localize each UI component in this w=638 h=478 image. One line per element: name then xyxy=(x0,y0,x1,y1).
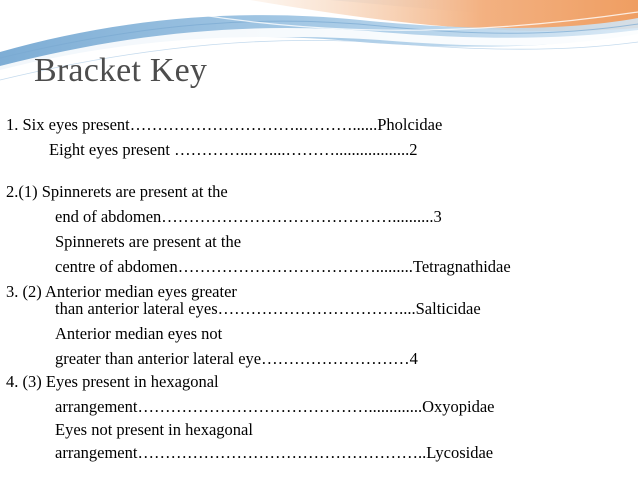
key-line-2: Eight eyes present …………...…....………..................2 xyxy=(49,140,418,159)
key-line-3: 2.(1) Spinnerets are present at the xyxy=(6,182,228,201)
key-line-9: Anterior median eyes not xyxy=(55,324,223,343)
key-line-13: Eyes not present in hexagonal xyxy=(55,420,253,439)
key-line-8: than anterior lateral eyes……………………………....Salticidae xyxy=(55,299,481,318)
key-line-4: end of abdomen……………………………………..........3 xyxy=(55,207,442,226)
key-line-12: arrangement…………………………………….............Oxyopidae xyxy=(55,397,495,416)
key-line-10: greater than anterior lateral eye………………………4 xyxy=(55,349,418,368)
key-line-11: 4. (3) Eyes present in hexagonal xyxy=(6,372,219,391)
key-line-6: centre of abdomen……………………………….........Tetragnathidae xyxy=(55,257,511,276)
key-line-1: 1. Six eyes present…………………………..………......Pholcidae xyxy=(6,115,443,134)
key-line-14: arrangement……………………………………………..Lycosidae xyxy=(55,443,494,462)
slide-title: Bracket Key xyxy=(34,52,208,89)
key-line-7: 3. (2) Anterior median eyes greater xyxy=(6,282,237,301)
key-line-5: Spinnerets are present at the xyxy=(55,232,242,251)
